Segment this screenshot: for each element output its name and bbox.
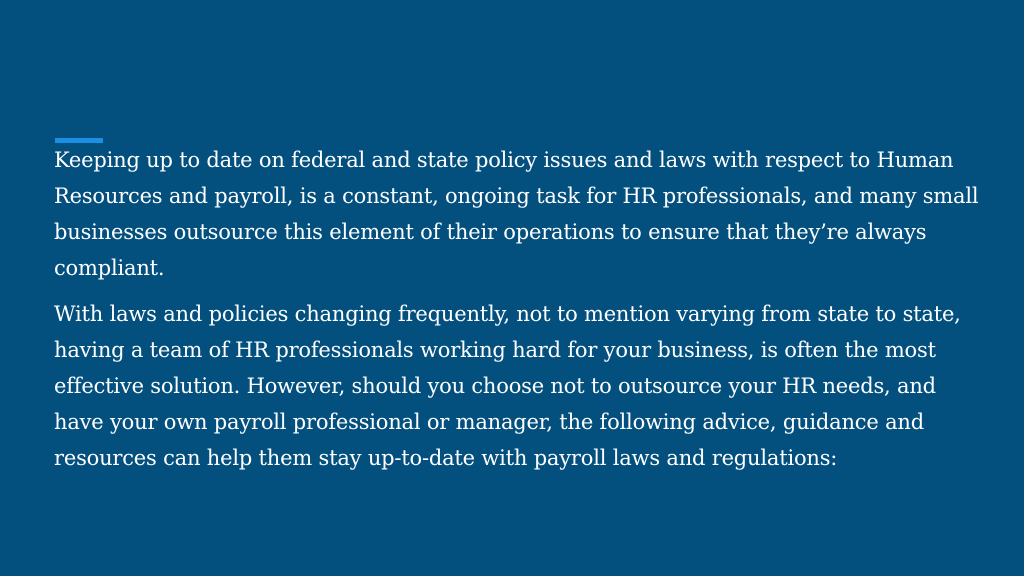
paragraph-intro: Keeping up to date on federal and state policy issues and laws with respect to Human Resources and payroll, is a constant, ongoing task for HR professionals, and many small businesses outsource this element of their operations to ensure that they’re always compliant. bbox=[54, 148, 979, 280]
slide-body bbox=[54, 142, 984, 476]
paragraph-details: With laws and policies changing frequently, not to mention varying from state to state, having a team of HR professionals working hard for your business, is often the most effective solution. However, should you choose not to outsource your HR needs, and have your own payroll professional or manager, the following advice, guidance and resources can help them stay up-to-date with payroll laws and regulations: bbox=[54, 302, 961, 470]
